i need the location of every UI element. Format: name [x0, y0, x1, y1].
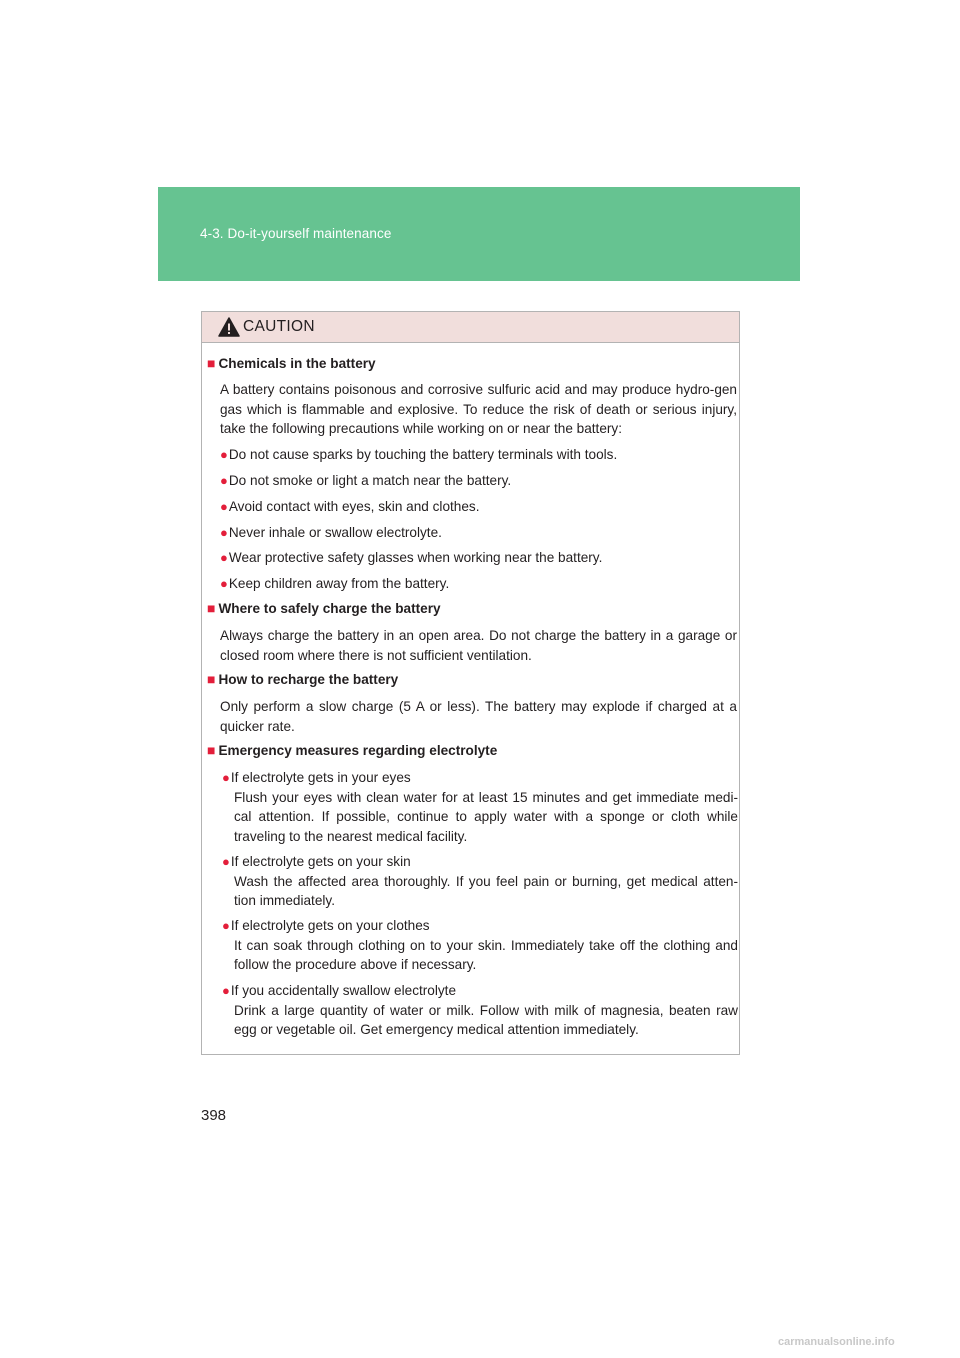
item-text: Flush your eyes with clean water for at least 15 minutes and get immediate medi-cal attention. If possible, continue to apply water with a sponge or cloth while traveling to the nearest medical facility. [234, 789, 738, 844]
watermark: carmanualsonline.info [778, 1336, 895, 1348]
section-text: Always charge the battery in an open area. Do not charge the battery in a garage or closed room where there is not sufficient ventilation. [220, 628, 737, 663]
dot-bullet-icon: ● [222, 854, 230, 869]
square-bullet-icon: ■ [207, 600, 216, 616]
dot-bullet-icon: ● [220, 499, 228, 514]
item-text: It can soak through clothing on to your skin. Immediately take off the clothing and follow the procedure above if necessary. [234, 937, 738, 972]
list-item [222, 916, 738, 975]
caution-box [201, 311, 740, 1055]
section-text: Only perform a slow charge (5 A or less). The battery may explode if charged at a quicker rate. [220, 699, 737, 734]
warning-triangle-icon [218, 317, 240, 337]
item-title: If you accidentally swallow electrolyte [230, 983, 457, 998]
dot-bullet-icon: ● [222, 770, 230, 785]
list-item: ●Wear protective safety glasses when working near the battery. [220, 550, 603, 565]
list-item [222, 852, 738, 911]
dot-bullet-icon: ● [220, 473, 228, 488]
section-heading: ■ How to recharge the battery [207, 671, 399, 687]
page-number: 398 [201, 1107, 227, 1124]
section-heading: ■ Emergency measures regarding electrolyte [207, 742, 498, 758]
square-bullet-icon: ■ [207, 355, 216, 371]
dot-bullet-icon: ● [222, 983, 230, 998]
list-item [222, 981, 738, 1040]
section-heading: ■ Chemicals in the battery [207, 355, 376, 371]
list-item: ●Do not smoke or light a match near the battery. [220, 473, 512, 488]
item-title: If electrolyte gets on your clothes [230, 918, 430, 933]
dot-bullet-icon: ● [220, 550, 228, 565]
item-text: Drink a large quantity of water or milk. Follow with milk of magnesia, beaten raw egg or vegetable oil. Get emergency medical attention immediately. [234, 1002, 738, 1037]
list-item [222, 768, 738, 846]
section-header-band [158, 187, 800, 281]
item-text: Wash the affected area thoroughly. If you feel pain or burning, get medical atten-tion immediately. [234, 873, 738, 908]
dot-bullet-icon: ● [220, 447, 228, 462]
item-title: If electrolyte gets in your eyes [230, 770, 411, 785]
caution-title: CAUTION [243, 318, 315, 335]
list-item: ●Keep children away from the battery. [220, 576, 450, 591]
list-item: ●Do not cause sparks by touching the battery terminals with tools. [220, 447, 618, 462]
dot-bullet-icon: ● [220, 576, 228, 591]
section-title: 4-3. Do-it-yourself maintenance [200, 226, 392, 241]
caution-header [202, 312, 739, 343]
dot-bullet-icon: ● [222, 918, 230, 933]
item-title: If electrolyte gets on your skin [230, 854, 411, 869]
square-bullet-icon: ■ [207, 742, 216, 758]
list-item: ●Never inhale or swallow electrolyte. [220, 525, 442, 540]
section-text: A battery contains poisonous and corrosive sulfuric acid and may produce hydro-gen gas which is flammable and explosive. To reduce the risk of death or serious injury, take the following precautions while working on or near the battery: [220, 382, 737, 436]
dot-bullet-icon: ● [220, 525, 228, 540]
list-item: ●Avoid contact with eyes, skin and clothes. [220, 499, 480, 514]
square-bullet-icon: ■ [207, 671, 216, 687]
section-heading: ■ Where to safely charge the battery [207, 600, 441, 616]
